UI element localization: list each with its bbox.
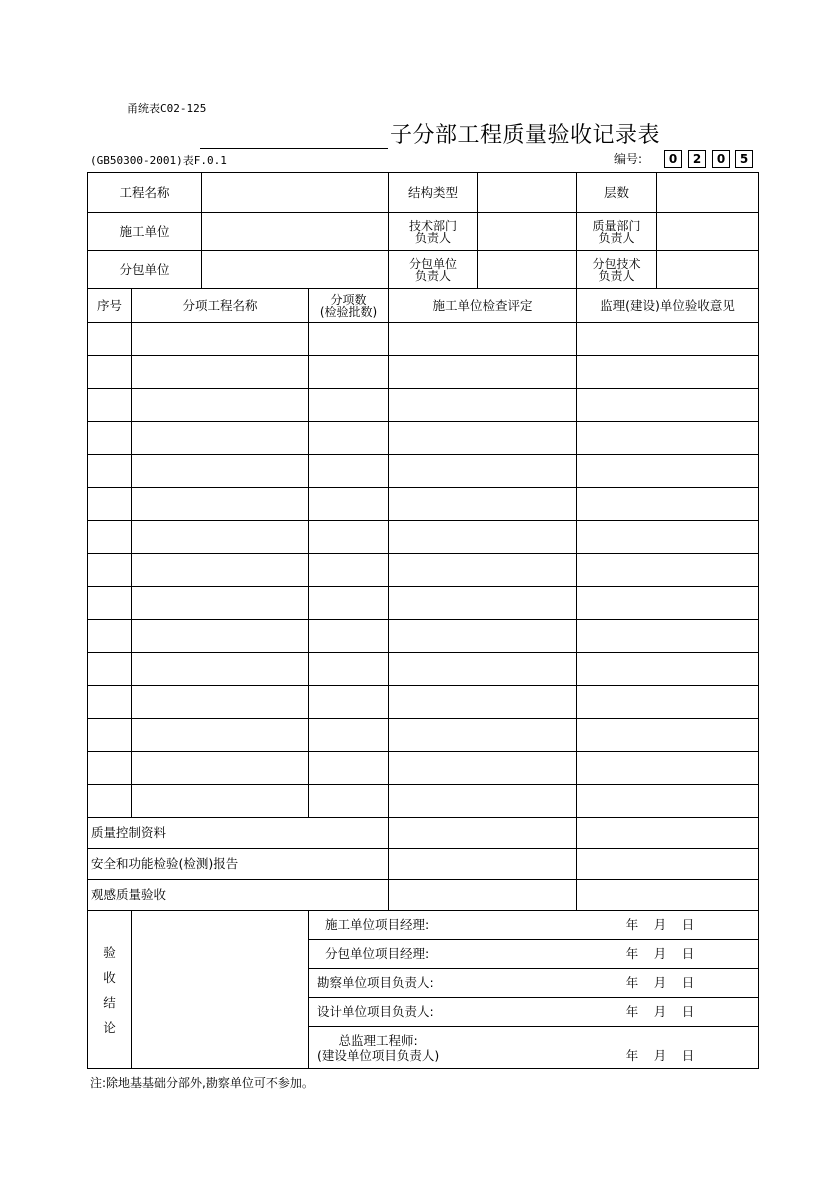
project-name-value[interactable] xyxy=(202,173,389,213)
item-name-cell[interactable] xyxy=(132,554,309,587)
quality-dept-head-label: 质量部门 负责人 xyxy=(577,213,657,251)
conclusion-label: 验 收 结 论 xyxy=(88,911,132,1069)
item-opinion-cell[interactable] xyxy=(577,587,759,620)
floors-label: 层数 xyxy=(577,173,657,213)
item-row xyxy=(88,356,759,389)
item-row xyxy=(88,422,759,455)
item-count-cell[interactable] xyxy=(309,488,389,521)
item-row xyxy=(88,323,759,356)
item-count-cell[interactable] xyxy=(309,323,389,356)
item-opinion-cell[interactable] xyxy=(577,620,759,653)
contractor-eval-header: 施工单位检查评定 xyxy=(389,289,577,323)
role-row xyxy=(309,911,759,940)
supervisor-opinion-header: 监理(建设)单位验收意见 xyxy=(577,289,759,323)
item-opinion-cell[interactable] xyxy=(577,719,759,752)
construction-unit-value[interactable] xyxy=(202,213,389,251)
footnote: 注:除地基基础分部外,勘察单位可不参加。 xyxy=(90,1076,314,1090)
item-name-cell[interactable] xyxy=(132,587,309,620)
standard-reference: (GB50300-2001)表F.0.1 xyxy=(90,154,227,167)
conclusion-content[interactable] xyxy=(132,911,309,1069)
role-label: 勘察单位项目负责人: xyxy=(317,975,434,990)
item-eval-cell[interactable] xyxy=(389,752,577,785)
item-row xyxy=(88,587,759,620)
construction-unit-label: 施工单位 xyxy=(88,213,202,251)
item-eval-cell[interactable] xyxy=(389,488,577,521)
item-name-cell[interactable] xyxy=(132,719,309,752)
appearance-eval[interactable] xyxy=(389,880,577,911)
date-fields: 年 月 日 xyxy=(625,946,695,961)
item-count-cell[interactable] xyxy=(309,653,389,686)
item-name-cell[interactable] xyxy=(132,389,309,422)
item-name-cell[interactable] xyxy=(132,323,309,356)
subcontract-unit-head-value[interactable] xyxy=(478,251,577,289)
item-eval-cell[interactable] xyxy=(389,587,577,620)
item-name-cell[interactable] xyxy=(132,653,309,686)
appearance-label: 观感质量验收 xyxy=(88,880,389,911)
role-row xyxy=(309,969,759,998)
chief-row xyxy=(309,1027,759,1069)
number-digit: 5 xyxy=(735,150,753,168)
item-opinion-cell[interactable] xyxy=(577,686,759,719)
item-name-cell[interactable] xyxy=(132,356,309,389)
item-row xyxy=(88,719,759,752)
item-eval-cell[interactable] xyxy=(389,785,577,818)
date-fields: 年 月 日 xyxy=(625,1004,695,1019)
item-eval-cell[interactable] xyxy=(389,422,577,455)
item-row xyxy=(88,653,759,686)
item-seq-cell[interactable] xyxy=(88,455,132,488)
item-seq-cell[interactable] xyxy=(88,356,132,389)
safety-report-label: 安全和功能检验(检测)报告 xyxy=(88,849,389,880)
number-digit: 0 xyxy=(712,150,730,168)
safety-report-eval[interactable] xyxy=(389,849,577,880)
item-opinion-cell[interactable] xyxy=(577,323,759,356)
seq-header: 序号 xyxy=(88,289,132,323)
item-seq-cell[interactable] xyxy=(88,389,132,422)
role-row xyxy=(309,940,759,969)
item-eval-cell[interactable] xyxy=(389,455,577,488)
appearance-opinion[interactable] xyxy=(577,880,759,911)
item-seq-cell[interactable] xyxy=(88,488,132,521)
item-seq-cell[interactable] xyxy=(88,521,132,554)
item-count-cell[interactable] xyxy=(309,686,389,719)
role-label: 施工单位项目经理: xyxy=(325,917,430,932)
item-seq-cell[interactable] xyxy=(88,719,132,752)
number-label: 编号: xyxy=(614,152,643,166)
item-seq-cell[interactable] xyxy=(88,752,132,785)
item-row xyxy=(88,752,759,785)
tech-dept-head-value[interactable] xyxy=(478,213,577,251)
date-fields: 年 月 日 xyxy=(625,1047,695,1063)
item-eval-cell[interactable] xyxy=(389,389,577,422)
item-row xyxy=(88,389,759,422)
structure-type-label: 结构类型 xyxy=(389,173,478,213)
item-opinion-cell[interactable] xyxy=(577,653,759,686)
item-seq-cell[interactable] xyxy=(88,554,132,587)
date-fields: 年 月 日 xyxy=(625,917,695,932)
item-seq-cell[interactable] xyxy=(88,422,132,455)
item-name-cell[interactable] xyxy=(132,785,309,818)
subcontract-tech-head-value[interactable] xyxy=(657,251,759,289)
count-header: 分项数 (检验批数) xyxy=(309,289,389,323)
quality-docs-label: 质量控制资料 xyxy=(88,818,389,849)
tech-dept-head-label: 技术部门 负责人 xyxy=(389,213,478,251)
item-eval-cell[interactable] xyxy=(389,554,577,587)
quality-docs-eval[interactable] xyxy=(389,818,577,849)
item-count-cell[interactable] xyxy=(309,752,389,785)
item-name-cell[interactable] xyxy=(132,521,309,554)
item-opinion-cell[interactable] xyxy=(577,785,759,818)
item-name-cell[interactable] xyxy=(132,620,309,653)
item-count-cell[interactable] xyxy=(309,455,389,488)
quality-dept-head-value[interactable] xyxy=(657,213,759,251)
floors-value[interactable] xyxy=(657,173,759,213)
item-row xyxy=(88,488,759,521)
item-row xyxy=(88,554,759,587)
role-label: 分包单位项目经理: xyxy=(325,946,430,961)
item-opinion-cell[interactable] xyxy=(577,422,759,455)
quality-docs-opinion[interactable] xyxy=(577,818,759,849)
date-fields: 年 月 日 xyxy=(625,975,695,990)
item-opinion-cell[interactable] xyxy=(577,488,759,521)
item-count-cell[interactable] xyxy=(309,554,389,587)
item-name-cell[interactable] xyxy=(132,686,309,719)
subcontract-unit-label: 分包单位 xyxy=(88,251,202,289)
item-eval-cell[interactable] xyxy=(389,653,577,686)
subcontract-tech-head-label: 分包技术 负责人 xyxy=(577,251,657,289)
item-row xyxy=(88,455,759,488)
item-row xyxy=(88,785,759,818)
item-name-cell[interactable] xyxy=(132,752,309,785)
role-row xyxy=(309,998,759,1027)
item-eval-cell[interactable] xyxy=(389,521,577,554)
item-count-cell[interactable] xyxy=(309,422,389,455)
item-opinion-cell[interactable] xyxy=(577,455,759,488)
role-label: 设计单位项目负责人: xyxy=(317,1004,434,1019)
item-seq-cell[interactable] xyxy=(88,653,132,686)
structure-type-value[interactable] xyxy=(478,173,577,213)
item-eval-cell[interactable] xyxy=(389,356,577,389)
item-rows xyxy=(88,323,759,818)
item-count-cell[interactable] xyxy=(309,587,389,620)
item-eval-cell[interactable] xyxy=(389,686,577,719)
item-row xyxy=(88,620,759,653)
item-seq-cell[interactable] xyxy=(88,587,132,620)
item-seq-cell[interactable] xyxy=(88,785,132,818)
item-count-cell[interactable] xyxy=(309,785,389,818)
item-count-cell[interactable] xyxy=(309,521,389,554)
number-digit: 2 xyxy=(688,150,706,168)
item-seq-cell[interactable] xyxy=(88,686,132,719)
item-opinion-cell[interactable] xyxy=(577,356,759,389)
item-eval-cell[interactable] xyxy=(389,719,577,752)
number-digit: 0 xyxy=(664,150,682,168)
item-name-cell[interactable] xyxy=(132,455,309,488)
item-row xyxy=(88,521,759,554)
form-code: 甬统表C02-125 xyxy=(127,102,207,115)
record-table xyxy=(87,172,759,1069)
safety-report-opinion[interactable] xyxy=(577,849,759,880)
item-count-cell[interactable] xyxy=(309,620,389,653)
item-seq-cell[interactable] xyxy=(88,323,132,356)
item-seq-cell[interactable] xyxy=(88,620,132,653)
item-count-cell[interactable] xyxy=(309,719,389,752)
item-count-cell[interactable] xyxy=(309,389,389,422)
item-opinion-cell[interactable] xyxy=(577,554,759,587)
item-opinion-cell[interactable] xyxy=(577,521,759,554)
project-name-label: 工程名称 xyxy=(88,173,202,213)
item-name-cell[interactable] xyxy=(132,488,309,521)
item-count-cell[interactable] xyxy=(309,356,389,389)
item-name-header: 分项工程名称 xyxy=(132,289,309,323)
item-row xyxy=(88,686,759,719)
chief-label: 总监理工程师: (建设单位项目负责人) xyxy=(317,1032,440,1063)
subcontract-unit-head-label: 分包单位 负责人 xyxy=(389,251,478,289)
item-name-cell[interactable] xyxy=(132,422,309,455)
page-title: 子分部工程质量验收记录表 xyxy=(390,123,661,148)
subcontract-unit-value[interactable] xyxy=(202,251,389,289)
item-eval-cell[interactable] xyxy=(389,620,577,653)
title-fill-line xyxy=(200,148,388,149)
item-opinion-cell[interactable] xyxy=(577,389,759,422)
item-opinion-cell[interactable] xyxy=(577,752,759,785)
item-eval-cell[interactable] xyxy=(389,323,577,356)
